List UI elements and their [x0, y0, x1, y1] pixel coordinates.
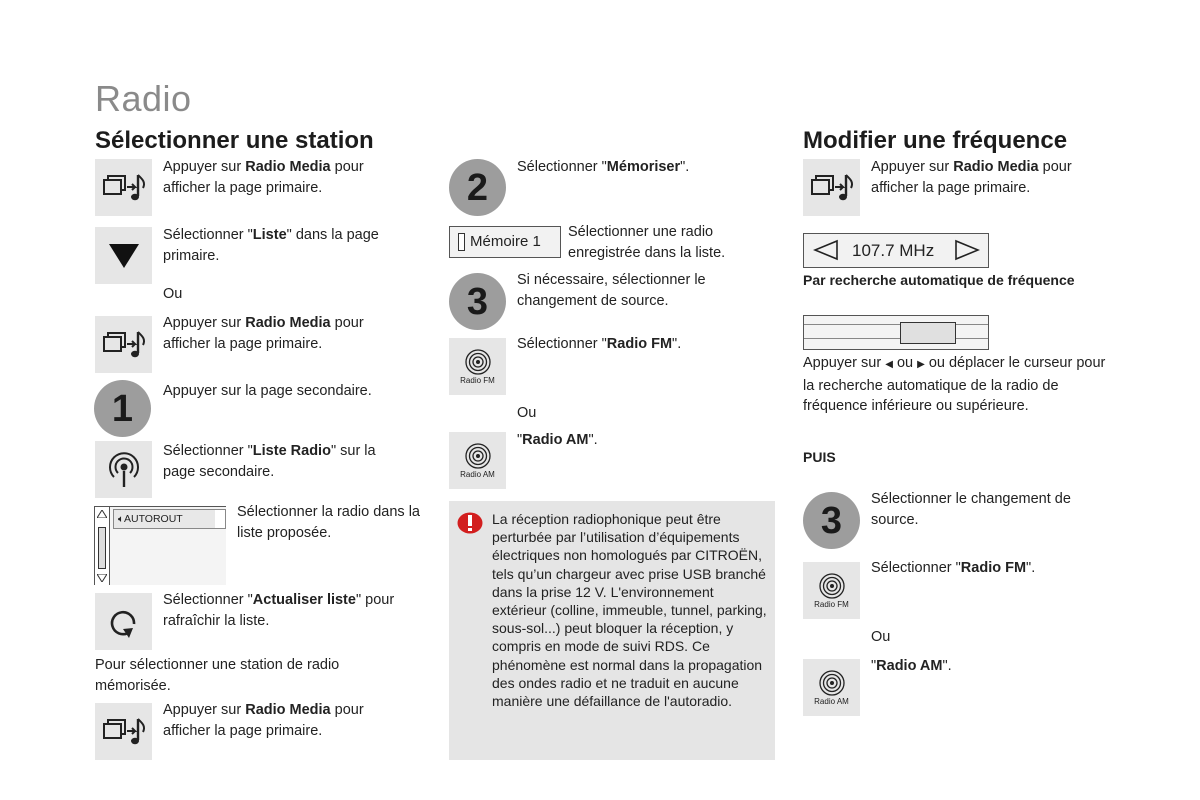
- instruction-s5: Sélectionner "Liste Radio" sur la page secondaire.: [163, 443, 376, 480]
- radio-am-button[interactable]: [449, 432, 506, 489]
- memoire-1-button[interactable]: [449, 226, 561, 258]
- station-name: AUTOROUT: [124, 513, 183, 525]
- radio-am-icon: [465, 443, 491, 469]
- radio-media-button[interactable]: [95, 316, 152, 373]
- radio-fm-button[interactable]: [803, 562, 860, 619]
- frequency-up-button[interactable]: [954, 239, 980, 261]
- instruction-m2: Sélectionner une radio enregistrée dans la liste.: [568, 224, 726, 261]
- instruction-m1: Sélectionner "Mémoriser".: [517, 159, 690, 175]
- instruction-r5: "Radio AM".: [871, 658, 952, 674]
- instruction-m3: Si nécessaire, sélectionner le changement de source.: [517, 272, 706, 309]
- step-number-1: 1: [94, 380, 151, 437]
- instruction-m5: "Radio AM".: [517, 432, 598, 448]
- instruction-s4: Appuyer sur la page secondaire.: [163, 383, 372, 399]
- radio-fm-icon: [819, 573, 845, 599]
- or-label: Ou: [517, 405, 537, 421]
- radio-media-icon: [100, 328, 148, 362]
- actualiser-liste-button[interactable]: [95, 593, 152, 650]
- slider-line: [804, 324, 988, 325]
- radio-fm-button[interactable]: [449, 338, 506, 395]
- slider-cursor[interactable]: [900, 322, 956, 344]
- instruction-s9: Appuyer sur Radio Media pour afficher la page primaire.: [163, 702, 364, 739]
- frequency-display: [803, 233, 989, 268]
- radio-am-icon: [819, 670, 845, 696]
- step-number-3: 3: [449, 273, 506, 330]
- step-number-3: 3: [803, 492, 860, 549]
- instruction-r3: Sélectionner le changement de source.: [871, 491, 1071, 528]
- radio-fm-label: Radio FM: [460, 375, 495, 385]
- station-list-row[interactable]: [113, 509, 217, 529]
- radio-fm-label: Radio FM: [814, 599, 849, 609]
- radio-media-button[interactable]: [95, 159, 152, 216]
- list-row-end: [215, 509, 226, 529]
- page-title: Radio: [95, 78, 192, 119]
- puis-label: PUIS: [803, 449, 836, 465]
- liste-radio-button[interactable]: [95, 441, 152, 498]
- scroll-thumb[interactable]: [98, 527, 106, 569]
- instruction-r1: Appuyer sur Radio Media pour afficher la page primaire.: [871, 159, 1072, 196]
- warning-icon: [457, 512, 483, 534]
- arrow-right-icon[interactable]: ▶: [917, 359, 925, 370]
- auto-search-heading: Par recherche automatique de fréquence: [803, 272, 1075, 288]
- memoire-label: Mémoire 1: [470, 233, 541, 250]
- section-heading-select-station: Sélectionner une station: [95, 127, 374, 154]
- radio-am-button[interactable]: [803, 659, 860, 716]
- radio-am-label: Radio AM: [814, 696, 849, 706]
- radio-media-icon: [100, 171, 148, 205]
- instruction-s7: Sélectionner "Actualiser liste" pour rafraîchir la liste.: [163, 592, 395, 629]
- instruction-s3: Appuyer sur Radio Media pour afficher la page primaire.: [163, 315, 364, 352]
- station-list-widget[interactable]: [94, 506, 226, 585]
- list-scrollbar[interactable]: [95, 507, 110, 585]
- radio-am-label: Radio AM: [460, 469, 495, 479]
- speaker-icon: 🔈︎: [118, 514, 124, 525]
- frequency-slider[interactable]: [803, 315, 989, 350]
- radio-fm-icon: [465, 349, 491, 375]
- instruction-m4: Sélectionner "Radio FM".: [517, 336, 682, 352]
- warning-text: La réception radiophonique peut être perturbée par l’utilisation d’équipements électriques non homologués par CITROËN, tels qu’un chargeur avec prise USB branché dans la prise 12 V. L'environnement extérieur (colline, immeuble, tunnel, parking, sous-sol...) peut bloquer la réception, y compris en mode de suivi RDS. Ce phénomène est normal dans la propagation des ondes radio et ne traduit en aucune manière une défaillance de l'autoradio.: [492, 511, 767, 710]
- refresh-icon: [106, 604, 142, 640]
- radio-media-icon: [100, 715, 148, 749]
- instruction-s6: Sélectionner la radio dans la liste proposée.: [237, 504, 420, 541]
- instruction-s8: Pour sélectionner une station de radio mémorisée.: [95, 657, 340, 694]
- frequency-value: 107.7 MHz: [852, 241, 935, 260]
- radio-media-icon: [808, 171, 856, 205]
- section-heading-modify-frequency: Modifier une fréquence: [803, 127, 1068, 154]
- scroll-up-icon[interactable]: [97, 510, 107, 518]
- scroll-down-icon[interactable]: [97, 574, 107, 582]
- instruction-r2: Appuyer sur ◀ ou ▶ ou déplacer le curseur pour la recherche automatique de la radio de fréquence inférieure ou supérieure.: [803, 355, 1106, 414]
- frequency-down-button[interactable]: [813, 239, 839, 261]
- radio-media-button[interactable]: [803, 159, 860, 216]
- liste-button[interactable]: [95, 227, 152, 284]
- arrow-left-icon[interactable]: ◀: [885, 359, 893, 370]
- broadcast-icon: [106, 450, 142, 490]
- slider-line: [804, 338, 988, 339]
- or-label: Ou: [163, 286, 183, 302]
- instruction-s1: Appuyer sur Radio Media pour afficher la page primaire.: [163, 159, 364, 196]
- instruction-r4: Sélectionner "Radio FM".: [871, 560, 1036, 576]
- instruction-s2: Sélectionner "Liste" dans la page primaire.: [163, 227, 379, 264]
- triangle-down-icon: [107, 241, 141, 271]
- step-number-2: 2: [449, 159, 506, 216]
- memory-slot-icon: [458, 233, 465, 251]
- or-label: Ou: [871, 629, 891, 645]
- radio-media-button[interactable]: [95, 703, 152, 760]
